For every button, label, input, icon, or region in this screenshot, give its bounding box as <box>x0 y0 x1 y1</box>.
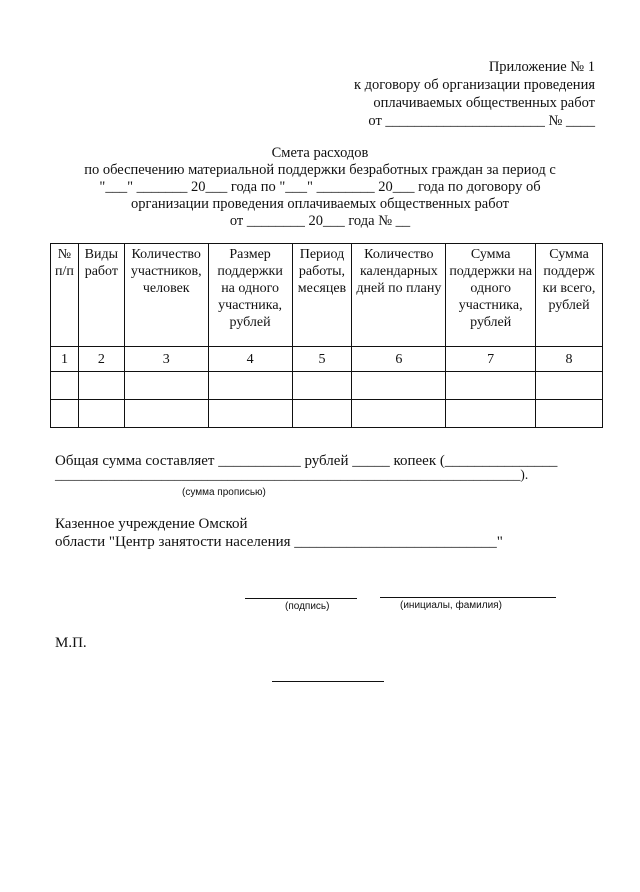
header-cell-number: № п/п <box>51 244 79 347</box>
column-number-cell: 8 <box>536 347 603 372</box>
header-cell-participants: Количество участников, человек <box>124 244 208 347</box>
appendix-title: Приложение № 1 <box>488 59 595 75</box>
name-line <box>380 597 556 598</box>
empty-cell <box>446 400 536 428</box>
empty-cell <box>292 400 352 428</box>
column-number-cell: 7 <box>446 347 536 372</box>
estimate-subtitle: по обеспечению материальной поддержки безработных граждан за период с <box>84 162 556 178</box>
header-cell-work-period: Период работы, месяцев <box>292 244 352 347</box>
institution-line-1: Казенное учреждение Омской <box>55 516 248 532</box>
total-amount-line: Общая сумма составляет ___________ рублей _____ копеек (_______________ <box>55 453 558 469</box>
empty-cell <box>78 372 124 400</box>
empty-cell <box>352 372 446 400</box>
empty-cell <box>536 372 603 400</box>
table-row <box>51 372 603 400</box>
header-cell-support-sum-per-participant: Сумма поддержки на одного участника, рублей <box>446 244 536 347</box>
empty-cell <box>292 372 352 400</box>
table-header-row <box>51 244 603 347</box>
institution-line-2: области "Центр занятости населения ___________________________" <box>55 534 503 550</box>
header-cell-calendar-days: Количество календарных дней по плану <box>352 244 446 347</box>
estimate-date-line: от ________ 20___ года № __ <box>229 213 411 229</box>
signature-caption: (подпись) <box>285 601 330 612</box>
name-caption: (инициалы, фамилия) <box>400 600 502 611</box>
estimate-period-line: "___" _______ 20___ года по "___" ________ 20___ года по договору об <box>99 179 541 195</box>
column-number-cell: 5 <box>292 347 352 372</box>
empty-cell <box>124 372 208 400</box>
table-row <box>51 400 603 428</box>
empty-cell <box>51 400 79 428</box>
header-cell-work-types: Виды работ <box>78 244 124 347</box>
empty-cell <box>78 400 124 428</box>
table-number-row <box>51 347 603 372</box>
empty-cell <box>51 372 79 400</box>
empty-cell <box>208 400 292 428</box>
appendix-works-line: оплачиваемых общественных работ <box>373 95 595 111</box>
appendix-date-number-line: от ______________________ № ____ <box>368 113 595 129</box>
empty-cell <box>352 400 446 428</box>
estimate-works-line: организации проведения оплачиваемых общественных работ <box>131 196 509 212</box>
total-amount-words-line: ______________________________________________________________________). <box>55 467 529 482</box>
column-number-cell: 2 <box>78 347 124 372</box>
empty-cell <box>124 400 208 428</box>
signature-line <box>245 598 357 599</box>
empty-cell <box>208 372 292 400</box>
empty-cell <box>536 400 603 428</box>
stamp-label: М.П. <box>55 635 87 651</box>
header-cell-support-per-participant: Размер поддержки на одного участника, рублей <box>208 244 292 347</box>
column-number-cell: 6 <box>352 347 446 372</box>
estimate-title: Смета расходов <box>271 145 369 161</box>
amount-in-words-caption: (сумма прописью) <box>182 487 266 498</box>
appendix-contract-line: к договору об организации проведения <box>353 77 595 93</box>
empty-cell <box>446 372 536 400</box>
column-number-cell: 3 <box>124 347 208 372</box>
bottom-line <box>272 681 384 682</box>
estimate-table <box>50 243 603 428</box>
column-number-cell: 1 <box>51 347 79 372</box>
header-cell-support-total: Сумма поддерж ки всего, рублей <box>536 244 603 347</box>
column-number-cell: 4 <box>208 347 292 372</box>
